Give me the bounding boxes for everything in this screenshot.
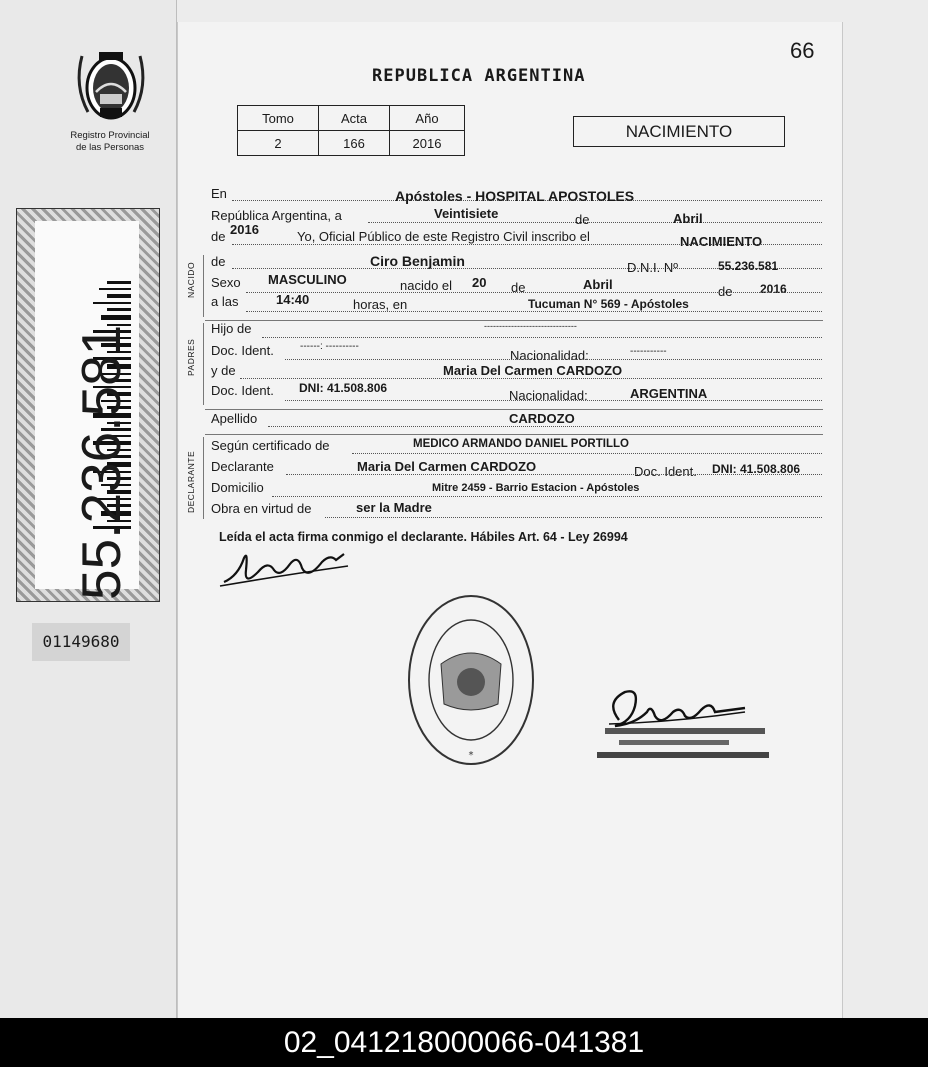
official-signature-stamp bbox=[595, 682, 775, 770]
value-declarant-doc: DNI: 41.508.806 bbox=[712, 462, 801, 476]
table-cell-tomo: 2 bbox=[238, 131, 319, 156]
label-de: de bbox=[575, 212, 590, 227]
closing-statement: Leída el acta firma conmigo el declarante. Hábiles Art. 64 - Ley 26994 bbox=[219, 530, 628, 544]
dotted-line bbox=[368, 222, 822, 223]
section-label-declarante: DECLARANTE bbox=[186, 450, 196, 513]
dotted-line bbox=[246, 292, 822, 293]
registry-name-line2: de las Personas bbox=[75, 142, 145, 153]
section-label-nacido: NACIDO bbox=[186, 261, 196, 298]
table-cell-acta: 166 bbox=[319, 131, 390, 156]
label-doc-ident-declarant: Doc. Ident. bbox=[634, 464, 697, 479]
label-nacido-el: nacido el bbox=[400, 278, 453, 293]
value-record-kind: NACIMIENTO bbox=[680, 234, 763, 249]
value-declarant: Maria Del Carmen CARDOZO bbox=[357, 459, 537, 474]
value-sex: MASCULINO bbox=[268, 272, 347, 287]
dni-barcode-panel bbox=[16, 208, 160, 602]
label-obra-en-virtud: Obra en virtud de bbox=[211, 501, 312, 516]
dotted-line bbox=[268, 426, 822, 427]
label-republica: República Argentina, a bbox=[211, 208, 342, 223]
table-cell-ano: 2016 bbox=[390, 131, 465, 156]
value-father: ------------------------------- bbox=[484, 321, 577, 331]
value-father-nationality: ----------- bbox=[630, 346, 667, 357]
section-label-padres: PADRES bbox=[186, 338, 196, 376]
value-mother-doc: DNI: 41.508.806 bbox=[299, 381, 388, 395]
label-de2: de bbox=[211, 229, 226, 244]
label-nacionalidad-father: Nacionalidad: bbox=[510, 348, 589, 363]
value-address: Mitre 2459 - Barrio Estacion - Apóstoles bbox=[432, 482, 640, 494]
separator-padres-apellido bbox=[205, 409, 823, 410]
value-capacity: ser la Madre bbox=[356, 500, 432, 515]
label-yo: Yo, Oficial Público de este Registro Civil inscribo el bbox=[297, 229, 590, 244]
vertical-dni-number: 55.236.581 bbox=[70, 324, 132, 600]
dotted-line bbox=[285, 400, 822, 401]
value-birth-time: 14:40 bbox=[276, 292, 310, 307]
dotted-line bbox=[262, 337, 822, 338]
dotted-line bbox=[325, 517, 822, 518]
label-a-las: a las bbox=[211, 294, 239, 309]
registry-name bbox=[52, 130, 168, 154]
value-child-dni: 55.236.581 bbox=[718, 259, 779, 273]
scan-footer-id: 02_041218000066-041381 bbox=[0, 1018, 928, 1067]
record-type-box: NACIMIENTO bbox=[573, 116, 785, 147]
value-mother-nationality: ARGENTINA bbox=[630, 386, 708, 401]
value-father-doc: ------: ---------- bbox=[300, 341, 359, 352]
separator-apellido-declarante bbox=[205, 434, 823, 435]
value-child-name: Ciro Benjamin bbox=[370, 253, 465, 269]
dotted-line bbox=[352, 453, 822, 454]
value-year: 2016 bbox=[230, 222, 259, 237]
label-sexo: Sexo bbox=[211, 275, 241, 290]
label-domicilio: Domicilio bbox=[211, 480, 264, 495]
value-birth-day: 20 bbox=[472, 275, 487, 290]
document-title: REPUBLICA ARGENTINA bbox=[372, 66, 586, 86]
svg-text:*: * bbox=[468, 750, 474, 761]
section-bar-declarante bbox=[203, 437, 204, 519]
label-de-name: de bbox=[211, 254, 226, 269]
table-header-acta: Acta bbox=[319, 106, 390, 131]
dotted-line bbox=[246, 311, 822, 312]
label-de-month: de bbox=[511, 280, 526, 295]
control-number-stamp: 01149680 bbox=[32, 623, 130, 661]
value-birth-year: 2016 bbox=[760, 282, 787, 296]
page-number: 66 bbox=[790, 38, 815, 63]
registry-official-seal bbox=[406, 594, 536, 769]
value-birth-place: Tucuman N° 569 - Apóstoles bbox=[528, 297, 689, 311]
left-margin-column bbox=[0, 0, 177, 1018]
label-doc-ident-father: Doc. Ident. bbox=[211, 343, 274, 358]
label-dni: D.N.I. Nº bbox=[627, 260, 678, 275]
registry-name-line1: Registro Provincial bbox=[70, 130, 150, 141]
table-header-ano: Año bbox=[390, 106, 465, 131]
label-segun-certificado: Según certificado de bbox=[211, 438, 330, 453]
label-apellido: Apellido bbox=[211, 411, 258, 426]
value-surname: CARDOZO bbox=[509, 411, 575, 426]
dotted-line bbox=[286, 474, 822, 475]
record-index-table bbox=[237, 105, 465, 156]
value-place: Apóstoles - HOSPITAL APOSTOLES bbox=[395, 188, 635, 204]
section-bar-nacido bbox=[203, 255, 204, 317]
value-certificate: MEDICO ARMANDO DANIEL PORTILLO bbox=[413, 438, 629, 450]
label-en: En bbox=[211, 186, 227, 201]
section-bar-padres bbox=[203, 323, 204, 405]
dotted-line bbox=[240, 378, 822, 379]
label-hijo-de: Hijo de bbox=[211, 321, 252, 336]
table-header-tomo: Tomo bbox=[238, 106, 319, 131]
value-mother: Maria Del Carmen CARDOZO bbox=[443, 363, 623, 378]
provincial-coat-of-arms-logo bbox=[66, 46, 156, 126]
declarant-signature bbox=[218, 546, 358, 590]
value-month: Abril bbox=[673, 211, 703, 226]
birth-record-page bbox=[177, 22, 843, 1018]
label-de-year: de bbox=[718, 284, 733, 299]
label-nacionalidad-mother: Nacionalidad: bbox=[509, 388, 588, 403]
dotted-line bbox=[272, 496, 822, 497]
value-birth-month: Abril bbox=[583, 277, 613, 292]
label-horas-en: horas, en bbox=[353, 297, 408, 312]
dotted-line bbox=[285, 359, 822, 360]
label-y-de: y de bbox=[211, 363, 236, 378]
label-doc-ident-mother: Doc. Ident. bbox=[211, 383, 274, 398]
label-declarante: Declarante bbox=[211, 459, 274, 474]
value-day-words: Veintisiete bbox=[434, 206, 499, 221]
